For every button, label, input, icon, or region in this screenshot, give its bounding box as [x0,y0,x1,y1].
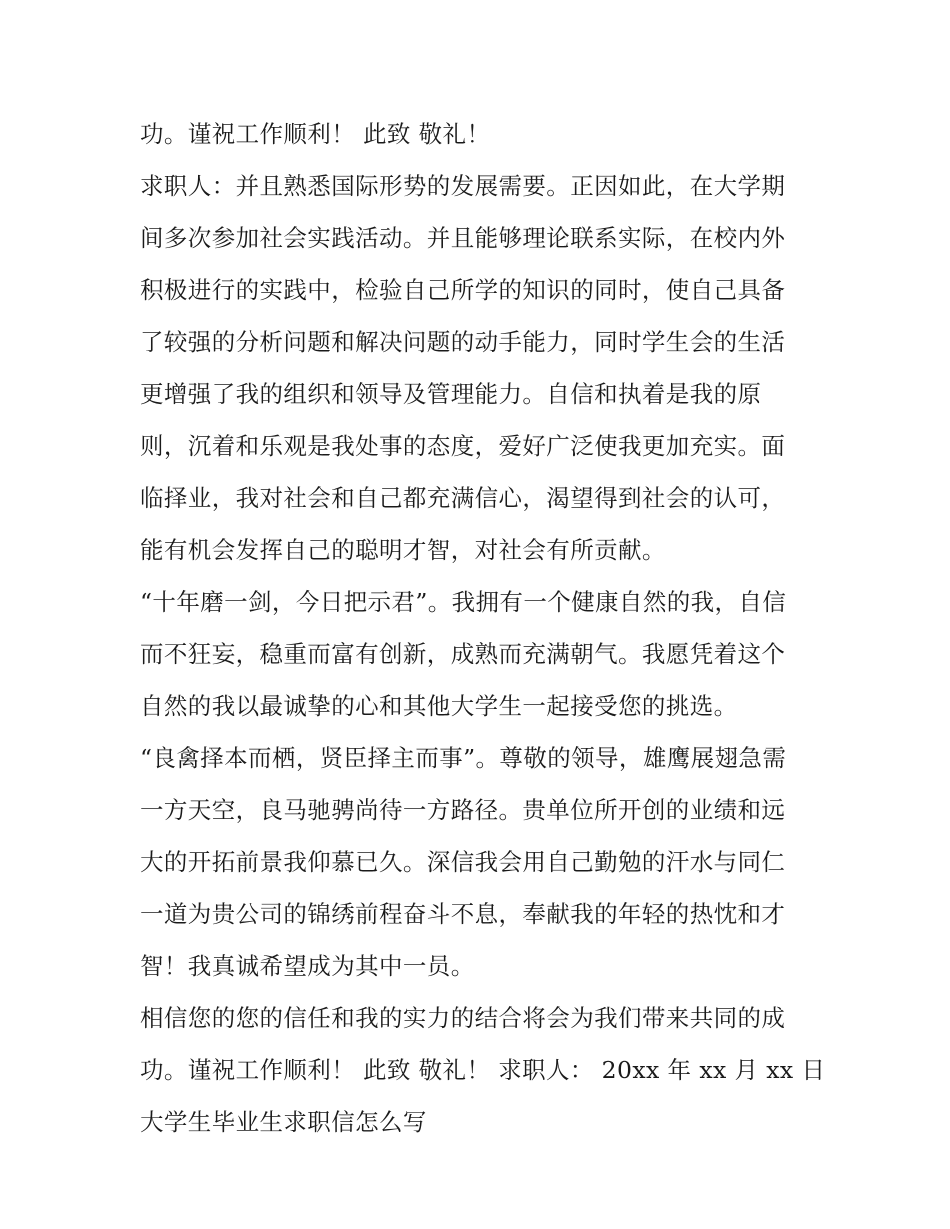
text-line: 则，沉着和乐观是我处事的态度，爱好广泛使我更加充实。面 [140,432,786,460]
text-line: 而不狂妄，稳重而富有创新，成熟而充满朝气。我愿凭着这个 [140,640,786,668]
text-line: 了较强的分析问题和解决问题的动手能力，同时学生会的生活 [140,328,786,356]
text-line: “良禽择本而栖，贤臣择主而事”。尊敬的领导，雄鹰展翅急需 [140,744,787,772]
text-line: 间多次参加社会实践活动。并且能够理论联系实际，在校内外 [140,224,786,252]
text-line: 求职人：并且熟悉国际形势的发展需要。正因如此，在大学期 [140,172,786,200]
text-line: 积极进行的实践中，检验自己所学的知识的同时，使自己具备 [140,276,786,304]
text-line: 大的开拓前景我仰慕已久。深信我会用自己勤勉的汗水与同仁 [140,848,786,876]
text-line: 一方天空，良马驰骋尚待一方路径。贵单位所开创的业绩和远 [140,796,786,824]
text-line: 相信您的您的信任和我的实力的结合将会为我们带来共同的成 [140,1004,786,1032]
text-line: 更增强了我的组织和领导及管理能力。自信和执着是我的原 [140,380,762,408]
text-line: 能有机会发挥自己的聪明才智，对社会有所贡献。 [140,536,666,564]
text-line: 临择业，我对社会和自己都充满信心，渴望得到社会的认可， [140,484,786,512]
text-line: 功。谨祝工作顺利！ 此致 敬礼！ 求职人： 20xx 年 xx 月 xx 日 [140,1056,826,1084]
letter-body [140,108,826,1148]
text-line: “十年磨一剑，今日把示君”。我拥有一个健康自然的我，自信 [140,588,787,616]
text-line: 功。谨祝工作顺利！ 此致 敬礼！ [140,120,491,148]
section-heading: 大学生毕业生求职信怎么写 [140,1108,427,1136]
text-line: 智！我真诚希望成为其中一员。 [140,952,475,980]
text-line: 自然的我以最诚挚的心和其他大学生一起接受您的挑选。 [140,692,738,720]
text-line: 一道为贵公司的锦绣前程奋斗不息，奉献我的年轻的热忱和才 [140,900,786,928]
